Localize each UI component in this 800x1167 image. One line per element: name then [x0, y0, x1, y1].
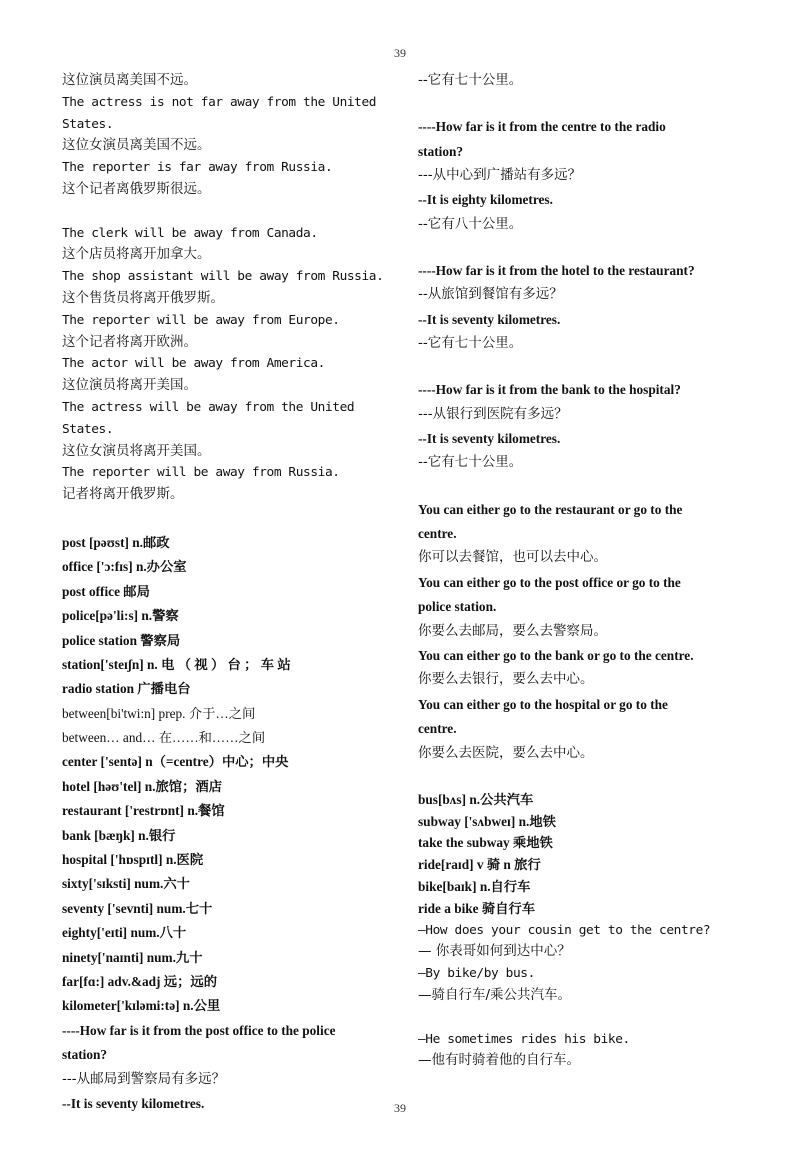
- text-line: —骑自行车/乘公共汽车。: [418, 986, 572, 1003]
- text-line: --它有七十公里。: [418, 454, 523, 471]
- vocab-entry: restaurant ['restrɒnt] n.餐馆: [62, 803, 225, 819]
- text-line: ---从中心到广播站有多远？: [418, 166, 582, 183]
- text-line: ----How far is it from the centre to the radio: [418, 119, 666, 135]
- vocab-entry: between[bi'twi:n] prep. 介于…之间: [62, 705, 256, 721]
- vocab-entry: bike[baɪk] n.自行车: [418, 878, 531, 894]
- text-line: —By bike/by bus.: [418, 966, 535, 982]
- text-line: The reporter will be away from Europe.: [62, 312, 340, 328]
- text-line: ---从邮局到警察局有多远？: [62, 1070, 226, 1087]
- text-line: The reporter is far away from Russia.: [62, 160, 333, 176]
- spacer: [418, 238, 748, 260]
- text-line: 这个售货员将离开俄罗斯。: [62, 289, 224, 306]
- text-line: —他有时骑着他的自行车。: [418, 1052, 580, 1069]
- text-line: 你要么去银行，要么去中心。: [418, 671, 594, 688]
- vocab-entry: station['steɪʃn] n. 电 （ 视 ） 台 ； 车 站: [62, 656, 291, 672]
- text-line: The actress is not far away from the United: [62, 94, 377, 110]
- spacer: [418, 767, 748, 789]
- text-line: centre.: [418, 526, 457, 542]
- vocab-entry: office ['ɔ:fɪs] n.办公室: [62, 559, 187, 575]
- text-line: ----How far is it from the hotel to the restaurant?: [418, 262, 695, 278]
- text-line: --It is eighty kilometres.: [418, 192, 553, 208]
- text-line: --It is seventy kilometres.: [62, 1095, 205, 1111]
- text-line: ----How far is it from the bank to the hospital?: [418, 382, 681, 398]
- vocab-entry: police[pə'li:s] n.警察: [62, 608, 179, 624]
- vocab-entry: between… and… 在……和……之间: [62, 730, 266, 746]
- text-line: 这个记者将离开欧洲。: [62, 333, 197, 350]
- text-line: 你要么去医院，要么去中心。: [418, 744, 594, 761]
- text-line: 你可以去餐馆，也可以去中心。: [418, 549, 607, 566]
- text-line: 这个店员将离开加拿大。: [62, 246, 211, 263]
- text-line: --它有八十公里。: [418, 215, 523, 232]
- text-line: — 你表哥如何到达中心？: [418, 943, 571, 960]
- left-column: [62, 70, 400, 1117]
- vocab-entry: radio station 广播电台: [62, 681, 191, 697]
- vocab-entry: hotel [həʊ'tel] n.旅馆；酒店: [62, 778, 222, 794]
- page-number-bottom: 39: [394, 1101, 406, 1115]
- text-line: —He sometimes rides his bike.: [418, 1031, 630, 1047]
- text-line: You can either go to the restaurant or go to the: [418, 501, 683, 517]
- vocab-entry: far[fɑ:] adv.&adj 远；远的: [62, 973, 217, 989]
- text-line: The actress will be away from the United: [62, 399, 355, 415]
- right-column: [418, 70, 748, 1072]
- vocab-entry: seventy ['sevnti] num.七十: [62, 900, 213, 916]
- text-line: station?: [62, 1047, 108, 1063]
- spacer: [62, 506, 400, 532]
- text-line: --It is seventy kilometres.: [418, 311, 561, 327]
- text-line: 这位演员将离开美国。: [62, 377, 197, 394]
- vocab-entry: center ['sentə] n（=centre）中心；中央: [62, 754, 289, 770]
- text-line: You can either go to the hospital or go to the: [418, 696, 668, 712]
- page-number-top: 39: [394, 46, 406, 60]
- spacer: [418, 477, 748, 499]
- text-line: station?: [418, 143, 464, 159]
- text-line: You can either go to the bank or go to the centre.: [418, 648, 694, 663]
- text-line: You can either go to the post office or go to the: [418, 574, 681, 590]
- vocab-entry: sixty['sɪksti] num.六十: [62, 876, 190, 892]
- vocab-entry: subway ['sʌbweɪ] n.地铁: [418, 813, 556, 829]
- text-line: --It is seventy kilometres.: [418, 431, 561, 447]
- text-line: centre.: [418, 721, 457, 737]
- vocab-entry: police station 警察局: [62, 632, 181, 648]
- text-line: 这位演员离美国不远。: [62, 72, 197, 88]
- text-line: --它有七十公里。: [418, 335, 523, 352]
- text-line: —How does your cousin get to the centre?: [418, 922, 711, 938]
- vocab-entry: take the subway 乘地铁: [418, 835, 553, 851]
- text-line: 记者将离开俄罗斯。: [62, 486, 184, 503]
- vocab-entry: post [pəʊst] n.邮政: [62, 534, 170, 550]
- text-line: ----How far is it from the post office to the police: [62, 1022, 336, 1038]
- text-line: The actor will be away from America.: [62, 356, 325, 372]
- vocab-entry: ninety['naɪnti] num.九十: [62, 949, 203, 965]
- vocab-entry: post office 邮局: [62, 583, 150, 599]
- text-line: The clerk will be away from Canada.: [62, 225, 318, 241]
- text-line: The shop assistant will be away from Russia.: [62, 269, 384, 285]
- vocab-entry: kilometer['kɪləmi:tə] n.公里: [62, 998, 221, 1014]
- vocab-entry: ride a bike 骑自行车: [418, 900, 536, 916]
- text-line: 这位女演员离美国不远。: [62, 137, 211, 154]
- vocab-entry: bus[bʌs] n.公共汽车: [418, 791, 534, 807]
- vocab-entry: ride[raɪd] v 骑 n 旅行: [418, 857, 541, 873]
- vocab-entry: hospital ['hɒspɪtl] n.医院: [62, 852, 204, 868]
- text-line: 这位女演员将离开美国。: [62, 442, 211, 459]
- text-line: 这个记者离俄罗斯很远。: [62, 180, 211, 197]
- text-line: --它有七十公里。: [418, 72, 523, 88]
- vocab-entry: bank [bæŋk] n.银行: [62, 827, 176, 843]
- text-line: --从旅馆到餐馆有多远？: [418, 286, 563, 303]
- text-line: ---从银行到医院有多远？: [418, 405, 568, 422]
- text-line: States.: [62, 116, 114, 132]
- spacer: [418, 1007, 748, 1029]
- text-line: police station.: [418, 599, 497, 615]
- vocab-entry: eighty['eɪti] num.八十: [62, 925, 187, 941]
- text-line: The reporter will be away from Russia.: [62, 465, 340, 481]
- text-line: States.: [62, 421, 114, 437]
- spacer: [62, 201, 400, 223]
- text-line: 你要么去邮局，要么去警察局。: [418, 622, 607, 639]
- spacer: [418, 94, 748, 116]
- spacer: [418, 358, 748, 380]
